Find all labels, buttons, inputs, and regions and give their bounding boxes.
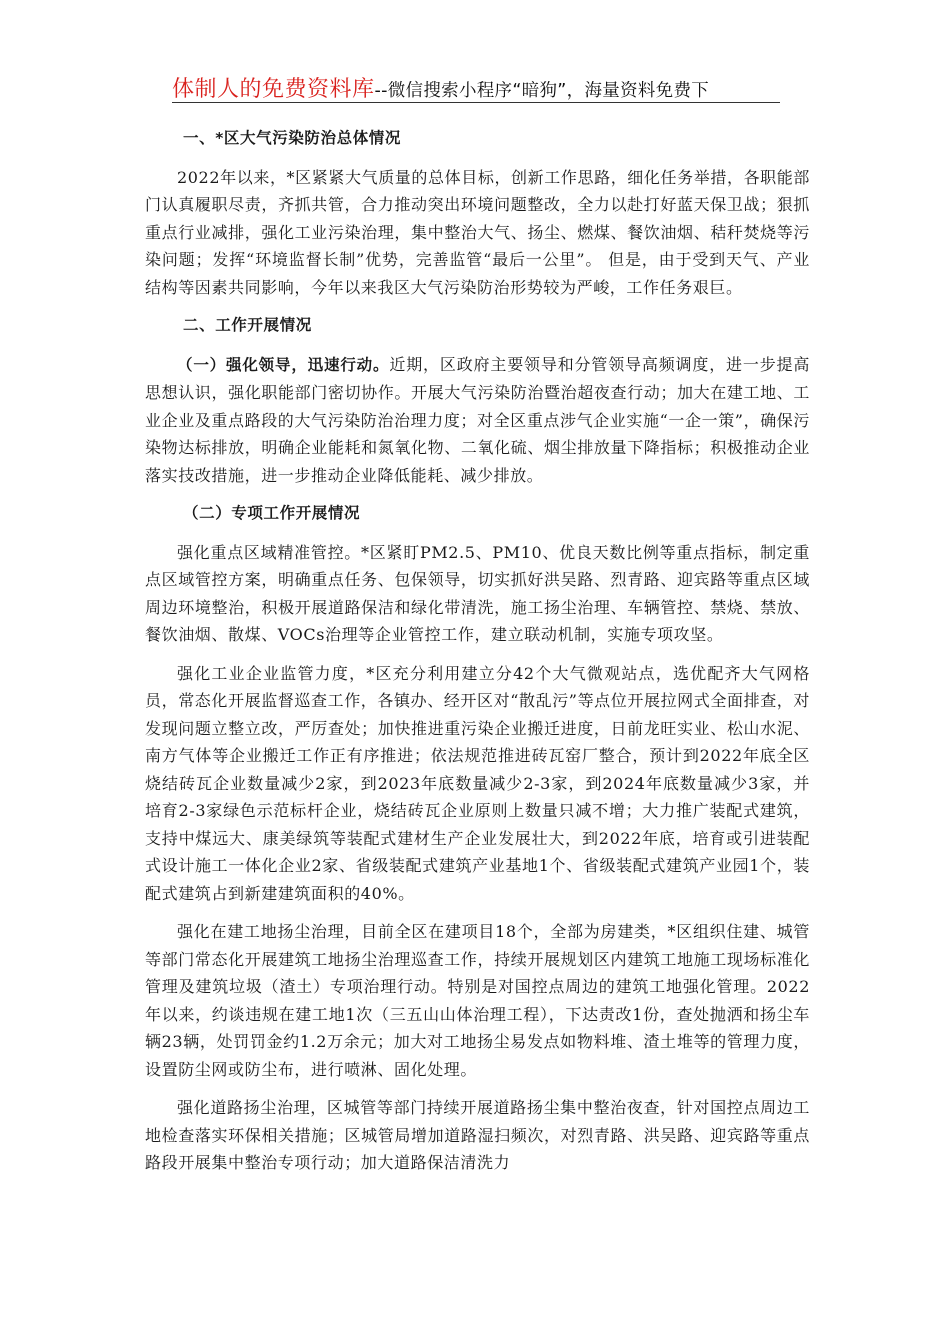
section-heading-2: 二、工作开展情况 [183,316,312,334]
paragraph-leadership-lead: （一）强化领导，迅速行动。 [177,355,390,374]
section-heading-1: 一、*区大气污染防治总体情况 [183,129,402,147]
document-body [145,120,810,1188]
paragraph-road-dust: 强化道路扬尘治理，区城管等部门持续开展道路扬尘集中整治夜查，针对国控点周边工地检查落实环保相关措施；区城管局增加道路湿扫频次，对烈青路、洪吴路、迎宾路等重点路段开展集中整治专项行动；加大道路保洁清洗力 [145,1098,810,1172]
paragraph-key-areas: 强化重点区域精准管控。*区紧盯PM2.5、PM10、优良天数比例等重点指标，制定重点区域管控方案，明确重点任务、包保领导，切实抓好洪吴路、烈青路、迎宾路等重点区域周边环境整治，积极开展道路保洁和绿化带清洗，施工扬尘治理、车辆管控、禁烧、禁放、餐饮油烟、散煤、VOCs治理等企业管控工作，建立联动机制，实施专项攻坚。 [145,542,810,644]
header-divider [172,102,780,103]
paragraph-leadership [145,351,810,490]
paragraph-leadership-body: 近期，区政府主要领导和分管领导高频调度，进一步提高思想认识，强化职能部门密切协作。开展大气污染防治暨治超夜查行动；加大在建工地、工业企业及重点路段的大气污染防治治理力度；对全区重点涉气企业实施“一企一策”，确保污染物达标排放，明确企业能耗和氮氧化物、二氧化硫、烟尘排放量下降指标；积极推动企业落实技改措施，进一步推动企业降低能耗、减少排放。 [145,354,810,485]
paragraph-industrial: 强化工业企业监管力度，*区充分利用建立分42个大气微观站点，选优配齐大气网格员，常态化开展监督巡查工作，各镇办、经开区对“散乱污”等点位开展拉网式全面排查，对发现问题立整立改，严厉查处；加快推进重污染企业搬迁进度，日前龙旺实业、松山水泥、南方气体等企业搬迁工作正有序推进；依法规范推进砖瓦窑厂整合，预计到2022年底全区烧结砖瓦企业数量减少2家，到2023年底数量减少2-3家，到2024年底数量减少3家，并培育2-3家绿色示范标杆企业，烧结砖瓦企业原则上数量只减不增；大力推广装配式建筑，支持中煤远大、康美绿筑等装配式建材生产企业发展壮大，到2022年底，培育或引进装配式设计施工一体化企业2家、省级装配式建筑产业基地1个、省级装配式建筑产业园1个，装配式建筑占到新建建筑面积的40%。 [145,663,810,903]
subsection-heading-special-work: （二）专项工作开展情况 [183,504,361,522]
paragraph-overview: 2022年以来，*区紧紧大气质量的总体目标，创新工作思路，细化任务举措，各职能部门认真履职尽责，齐抓共管，合力推动突出环境问题整改，全力以赴打好蓝天保卫战；狠抓重点行业减排，强化工业污染治理，集中整治大气、扬尘、燃煤、餐饮油烟、秸秆焚烧等污染问题；发挥“环境监督长制”优势，完善监管“最后一公里”。 但是，由于受到天气、产业结构等因素共同影响，今年以来我区大气污染防治形势较为严峻，工作任务艰巨。 [145,167,810,297]
paragraph-construction-dust: 强化在建工地扬尘治理，目前全区在建项目18个，全部为房建类，*区组织住建、城管等部门常态化开展建筑工地扬尘治理巡查工作，持续开展规划区内建筑工地施工现场标准化管理及建筑垃圾（渣土）专项治理行动。特别是对国控点周边的建筑工地强化管理。2022年以来，约谈违规在建工地1次（三五山山体治理工程），下达责改1份，查处抛洒和扬尘车辆23辆，处罚罚金约1.2万余元；加大对工地扬尘易发点如物料堆、渣土堆等的管理力度，设置防尘网或防尘布，进行喷淋、固化处理。 [145,922,810,1079]
header-slogan: --微信搜索小程序“暗狗”，海量资料免费下 [374,81,710,101]
header-brand: 体制人的免费资料库 [172,77,375,102]
watermark-header [172,72,782,102]
